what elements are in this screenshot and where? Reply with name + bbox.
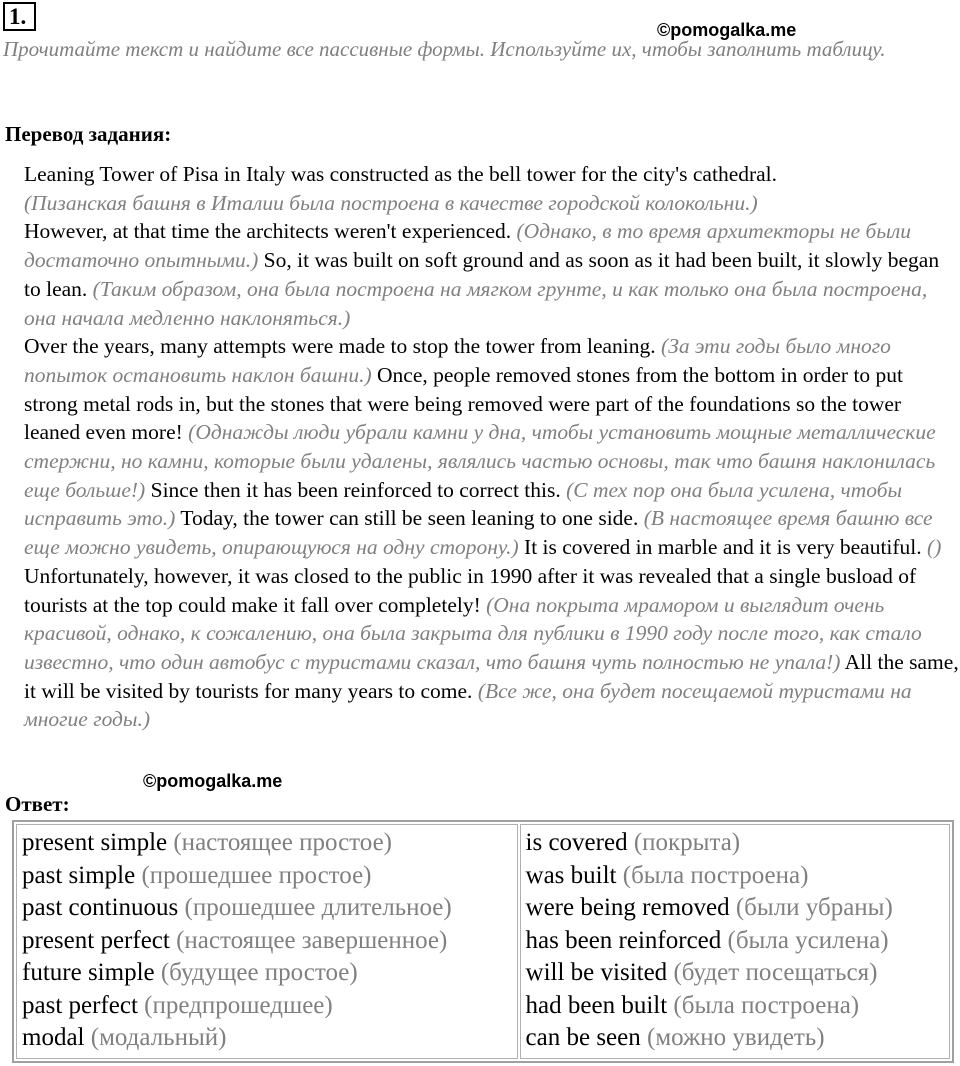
- passive-term: can be seen: [525, 1024, 641, 1051]
- text-segment-ru: (Все же, она будет посещаемой туристами на многие годы.): [24, 678, 912, 732]
- text-segment-en: Over the years, many attempts were made to stop the tower from leaning.: [24, 334, 656, 359]
- watermark-top: ©pomogalka.me: [657, 20, 797, 40]
- passive-item: [526, 1022, 945, 1055]
- translation-heading: Перевод задания:: [5, 122, 172, 146]
- tense-translation: (прошедшее простое): [141, 861, 372, 889]
- tense-term: future simple: [22, 959, 155, 986]
- passive-translation: (была усилена): [727, 926, 889, 954]
- text-segment-ru: (Однако, в то время архитекторы не были достаточно опытными.): [24, 219, 912, 273]
- text-segment-en: All the same, it will be visited by tourists for many years to come.: [24, 649, 959, 703]
- passive-term: has been reinforced: [525, 926, 722, 954]
- answer-heading: Ответ:: [5, 792, 70, 816]
- table-row: [16, 824, 950, 1059]
- reading-text: [24, 160, 960, 734]
- tense-term: past perfect: [22, 991, 138, 1019]
- tense-term: present simple: [22, 829, 168, 856]
- text-segment-en: It is covered in marble and it is very beautiful.: [524, 535, 922, 560]
- tense-item: [22, 860, 513, 893]
- tense-item: [22, 1022, 513, 1055]
- passive-translation: (была построена): [622, 861, 809, 889]
- passive-item: [526, 957, 945, 990]
- exercise-number: 1.: [3, 2, 36, 31]
- passive-term: will be visited: [525, 959, 668, 986]
- text-segment-en: Today, the tower can still be seen leaning to one side.: [180, 506, 639, 531]
- passive-item: [526, 860, 945, 893]
- text-segment-ru: (Однажды люди убрали камни у дна, чтобы установить мощные металлические стержни, но камни, которые были удалены, являлись частью основы, так что башня наклонилась еще больше!): [24, 420, 936, 502]
- tense-translation: (будущее простое): [160, 959, 358, 986]
- tense-translation: (предпрошедшее): [144, 991, 333, 1019]
- tense-item: [22, 925, 513, 958]
- tense-item: [22, 990, 513, 1023]
- text-segment-ru: (): [927, 535, 942, 560]
- passive-term: was built: [525, 861, 617, 889]
- tense-item: [22, 892, 513, 925]
- passive-item: [526, 925, 945, 958]
- text-segment-ru: (С тех пор она была усилена, чтобы исправить это.): [24, 477, 903, 531]
- text-segment-ru: (За эти годы было много попыток остановить наклон башни.): [24, 334, 891, 387]
- watermark-bottom: ©pomogalka.me: [143, 771, 283, 791]
- text-segment-en: Since then it has been reinforced to correct this.: [150, 477, 561, 502]
- passive-translation: (были убраны): [735, 894, 893, 921]
- passive-term: were being removed: [525, 894, 730, 921]
- text-segment-ru: (Таким образом, она была построена на мягком грунте, и как только она была построена, она начала медленно наклоняться.): [24, 276, 928, 330]
- passive-item: [526, 990, 945, 1023]
- answer-table: [12, 820, 954, 1063]
- task-instructions: Прочитайте текст и найдите все пассивные формы. Используйте их, чтобы заполнить таблицу.: [3, 37, 886, 61]
- text-segment-en: Once, people removed stones from the bottom in order to put strong metal rods in, but the stones that were being removed were part of the foundations so the tower leaned even more!: [24, 362, 904, 445]
- passive-translation: (можно увидеть): [647, 1024, 825, 1051]
- text-segment-ru: (В настоящее время башню все еще можно увидеть, опирающуюся на одну сторону.): [24, 506, 933, 560]
- passive-translation: (была построена): [673, 991, 860, 1019]
- tense-item: [22, 827, 513, 860]
- tense-translation: (настоящее завершенное): [176, 926, 448, 954]
- passive-item: [526, 827, 945, 860]
- tense-translation: (модальный): [90, 1024, 227, 1051]
- tense-translation: (настоящее простое): [173, 829, 392, 856]
- text-segment-en: So, it was built on soft ground and as soon as it had been built, it slowly began to lean.: [24, 248, 940, 301]
- tense-term: past simple: [22, 861, 136, 889]
- passive-term: had been built: [525, 991, 668, 1019]
- text-segment-ru: (Она покрыта мрамором и выглядит очень красивой, однако, к сожалению, она была закрыта для публики в 1990 году после того, как стало известно, что один автобус с туристами сказал, что башня чуть полностью не упала!): [24, 592, 922, 674]
- tense-translation: (прошедшее длительное): [184, 894, 452, 921]
- tense-item: [22, 957, 513, 990]
- passive-translation: (покрыта): [633, 829, 741, 856]
- text-segment-en: Leaning Tower of Pisa in Italy was constructed as the bell tower for the city's cathedral.: [24, 162, 778, 186]
- passive-form-column: [520, 824, 950, 1059]
- text-segment-en: However, at that time the architects weren't experienced.: [24, 219, 512, 244]
- passive-term: is covered: [525, 829, 628, 856]
- text-segment-ru: (Пизанская башня в Италии была построена в качестве городской колокольни.): [24, 190, 758, 215]
- passive-item: [526, 892, 945, 925]
- text-segment-en: Unfortunately, however, it was closed to the public in 1990 after it was revealed that a single busload of tourists at the top could make it fall over completely!: [24, 563, 917, 617]
- passive-translation: (будет посещаться): [673, 959, 878, 986]
- tense-term: modal: [22, 1024, 85, 1051]
- tense-term: present perfect: [22, 926, 170, 954]
- tense-term: past continuous: [22, 894, 179, 921]
- tense-column: [16, 824, 518, 1059]
